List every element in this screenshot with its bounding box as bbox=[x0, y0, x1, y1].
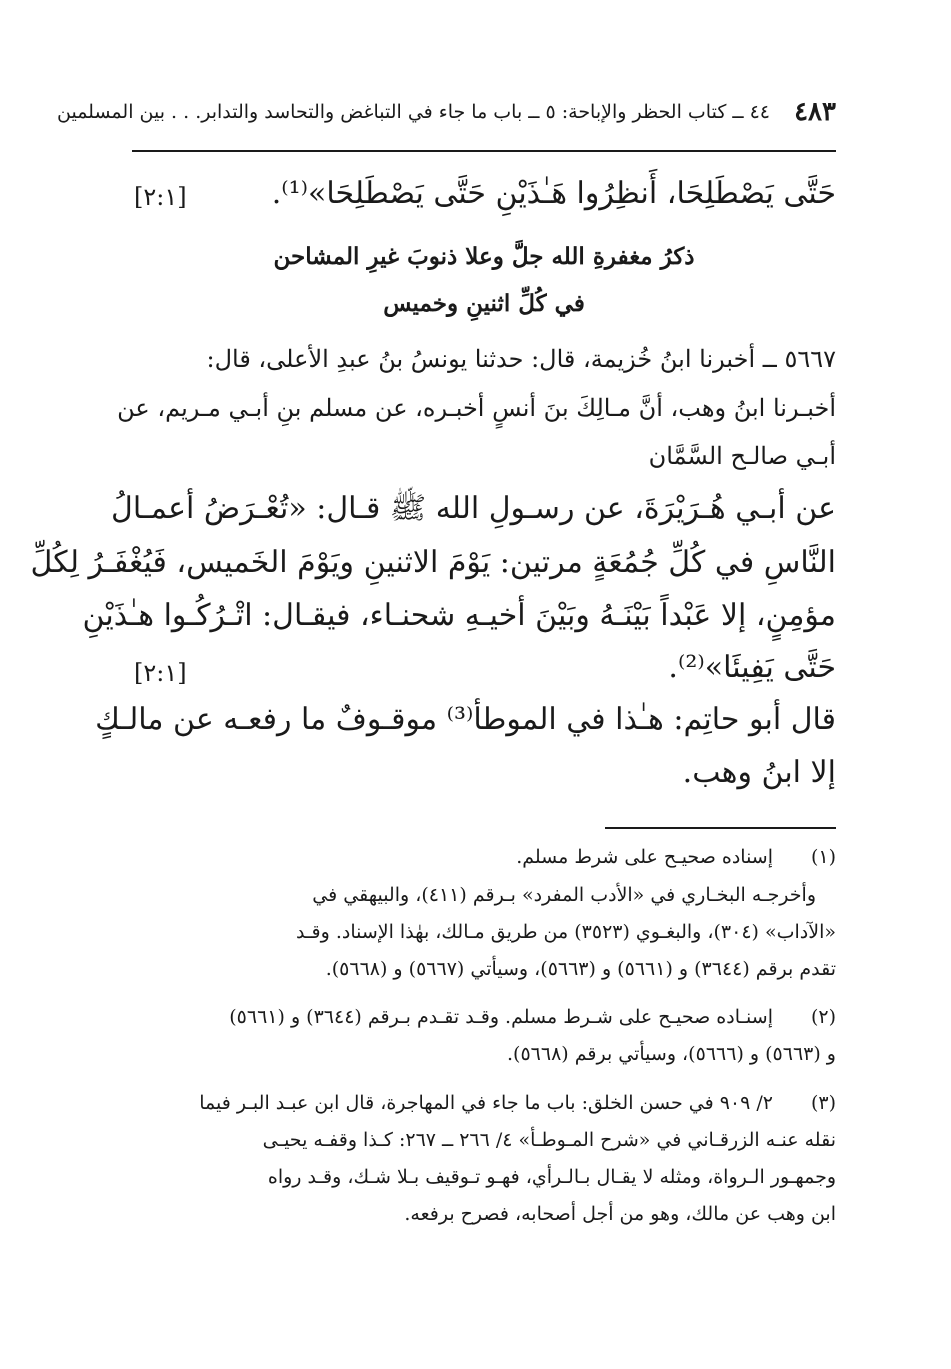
footnote-line: نقله عنـه الزرقـاني في «شرح المـوطـأ» ٤/ ٢٦٦ ــ ٢٦٧: كـذا وقفـه يحيـى bbox=[262, 1129, 836, 1151]
footnote-line: ٢/ ٩٠٩ في حسن الخلق: باب ما جاء في المهاجرة، قال ابن عبـد البـر فيما bbox=[199, 1092, 773, 1114]
footnote-line: وجمهـور الـرواة، ومثله لا يقـال بـالـرأي، فهـو تـوقيف بـلا شـك، وقـد رواه bbox=[267, 1166, 836, 1188]
footnote-line: وأخرجـه البخـاري في «الأدب المفرد» بـرقم (٤١١)، والبيهقي في bbox=[312, 884, 816, 906]
footnote-line: ابن وهب عن مالك، وهو من أجل أصحابه، فصرح برفعه. bbox=[404, 1203, 836, 1225]
isnad-line-1: ٥٦٦٧ ــ أخبرنا ابنُ خُزيمة، قال: حدثنا يونسُ بنُ عبدِ الأعلى، قال: bbox=[206, 345, 836, 373]
matn-line-2: النَّاسِ في كُلِّ جُمُعَةٍ مرتين: يَوْمَ الاثنينِ ويَوْمَ الخَميس، فَيُغْفَـرُ لِكُلِّ bbox=[30, 545, 836, 580]
section-heading-line-1: ذكرُ مغفرةِ الله جلَّ وعلا ذنوبَ غيرِ المشاحن bbox=[273, 243, 695, 270]
section-heading-line-2: في كُلِّ اثنينِ وخميس bbox=[383, 290, 585, 317]
footnote-line: تقدم برقم (٣٦٤٤) و (٥٦٦١) و (٥٦٦٣)، وسيأتي (٥٦٦٧) و (٥٦٦٨). bbox=[325, 958, 836, 980]
hadith-reference: [٢:١] bbox=[134, 183, 187, 211]
matn-line-3: مؤمِنٍ، إلا عَبْداً بَيْنَـهُ وبَيْنَ أخيـهِ شحنـاء، فيقـال: اتْـرُكُـوا هـٰذَيْنِ bbox=[82, 598, 836, 633]
footnote-line: و (٥٦٦٣) و (٥٦٦٦)، وسيأتي برقم (٥٦٦٨). bbox=[507, 1043, 836, 1065]
footnote-number: (٢) bbox=[810, 1006, 836, 1028]
matn-line-1: عن أبـي هُـرَيْرَةَ، عن رسـولِ الله ﷺ قـال: «تُعْـرَضُ أعمـالُ bbox=[111, 491, 836, 526]
footnote-line: «الآداب» (٣٠٤)، والبغـوي (٣٥٢٣) من طريق مـالك، بهٰذا الإسناد. وقـد bbox=[296, 921, 836, 943]
verse-line: حَتَّى يَصْطَلِحَا، أَنظِرُوا هَـٰذَيْنِ حَتَّى يَصْطَلِحَا»⁽¹⁾. bbox=[271, 176, 836, 211]
running-header bbox=[57, 95, 836, 135]
hadith-reference: [٢:١] bbox=[134, 659, 187, 687]
running-title: ٤٤ ــ كتاب الحظر والإباحة: ٥ ــ باب ما جاء في التباغض والتحاسد والتدابر. . . بين المسلمين bbox=[57, 101, 770, 123]
footnote-number: (١) bbox=[810, 846, 836, 868]
footnote-divider bbox=[605, 827, 836, 829]
footnote-number: (٣) bbox=[810, 1092, 836, 1114]
comment-line-1: قال أبو حاتِم: هـٰذا في الموطأ⁽³⁾ موقـوفٌ ما رفعـه عن مالـكٍ bbox=[95, 702, 836, 737]
isnad-line-2: أخبـرنا ابنُ وهب، أنَّ مـالِكَ بنَ أنسٍ أخبـره، عن مسلم بنِ أبـي مـريم، عن bbox=[117, 394, 836, 422]
header-divider bbox=[132, 150, 836, 152]
isnad-line-3: أبـي صالـح السَّمَّان bbox=[648, 442, 836, 470]
page-number: ٤٨٣ bbox=[794, 97, 836, 127]
matn-line-4: حَتَّى يَفِيئَا»⁽²⁾. bbox=[668, 650, 836, 685]
comment-line-2: إلا ابنُ وهب. bbox=[682, 755, 836, 790]
footnote-line: إسنـاده صحيـح على شـرط مسلم. وقـد تقـدم بـرقم (٣٦٤٤) و (٥٦٦١) bbox=[229, 1006, 773, 1028]
footnote-line: إسناده صحيـح على شرط مسلم. bbox=[516, 846, 773, 868]
